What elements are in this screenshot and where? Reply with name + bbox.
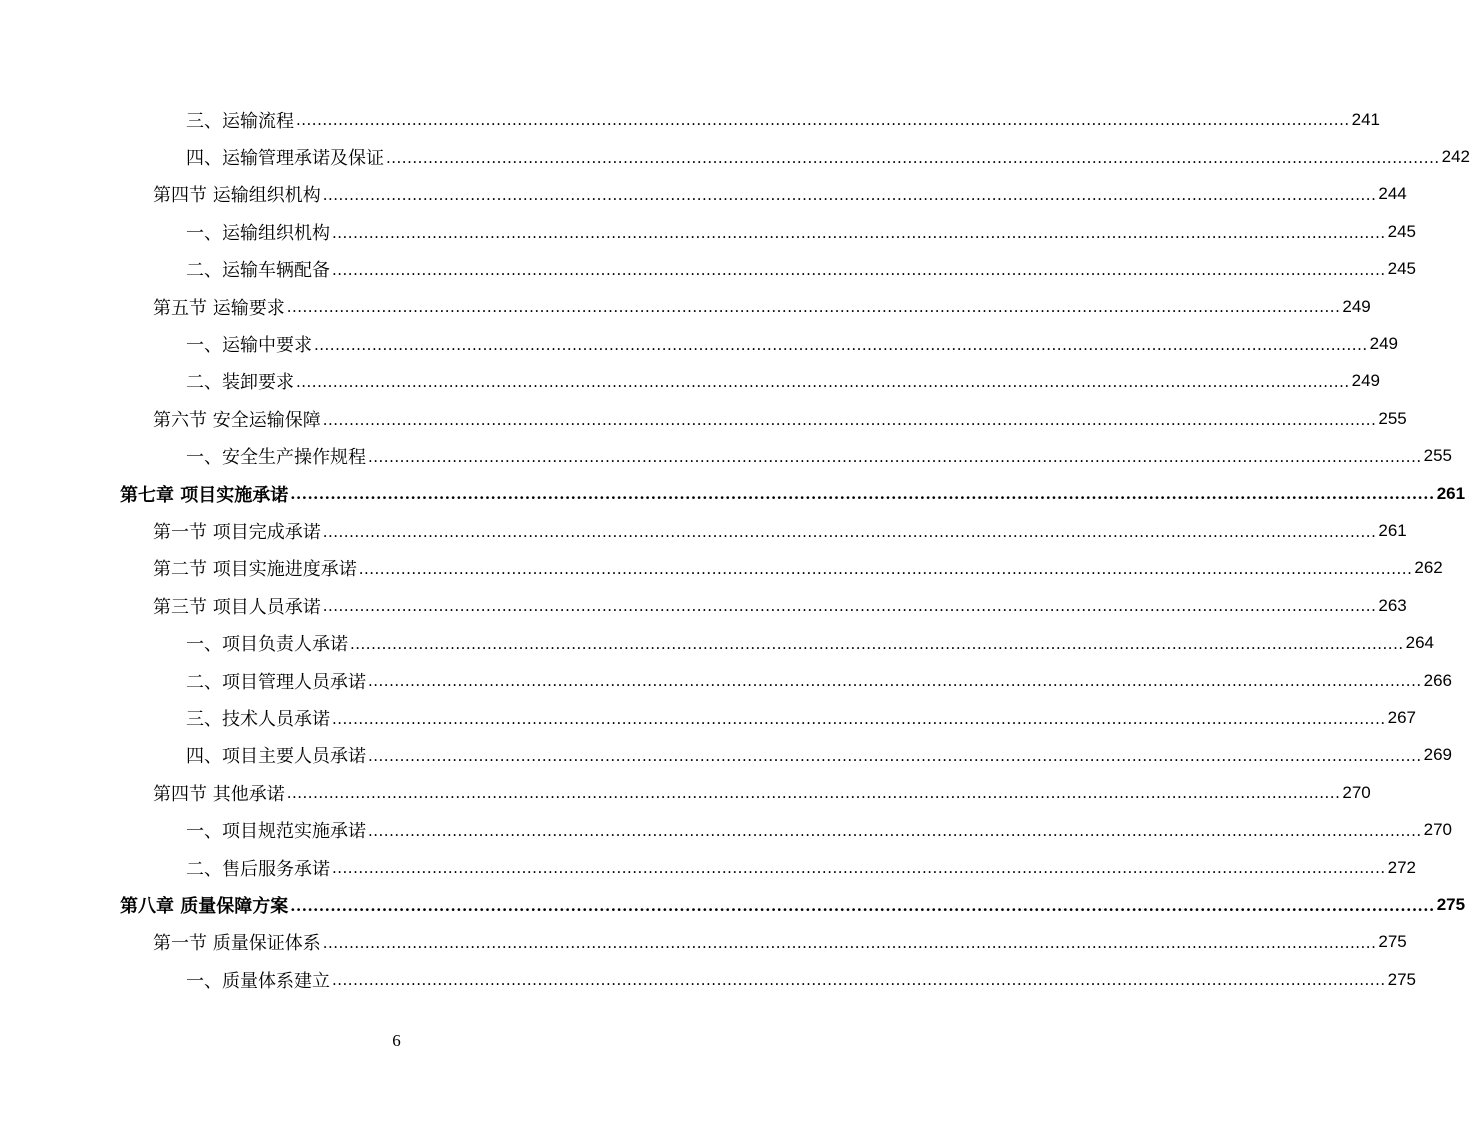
dot-leader: ........................................................................................................................................................................................................ <box>368 447 1422 466</box>
toc-entry-title: 一、运输中要求 <box>186 335 312 357</box>
toc-entry[interactable] <box>0 662 1452 699</box>
toc-entry[interactable] <box>0 961 1416 998</box>
toc-entry-title: 第六节 安全运输保障 <box>153 409 321 431</box>
toc-entry-page-number: 269 <box>1423 745 1452 765</box>
toc-entry-title: 第四节 运输组织机构 <box>153 185 321 207</box>
dot-leader: ........................................................................................................................................................................................................ <box>358 560 1413 579</box>
toc-entry-title: 第二节 项目实施进度承诺 <box>153 559 357 581</box>
toc-entry-title: 四、项目主要人员承诺 <box>186 746 366 768</box>
toc-entry-page-number: 267 <box>1387 707 1416 727</box>
dot-leader: ........................................................................................................................................................................................................ <box>368 672 1422 691</box>
dot-leader: ........................................................................................................................................................................................................ <box>386 148 1440 167</box>
toc-entry-title: 一、项目负责人承诺 <box>186 634 348 656</box>
toc-entry[interactable] <box>0 400 1407 437</box>
toc-entry[interactable] <box>0 213 1416 250</box>
toc-entry-page-number: 272 <box>1387 857 1416 877</box>
toc-entry-title: 四、运输管理承诺及保证 <box>186 148 384 170</box>
toc-entry-page-number: 255 <box>1423 446 1452 466</box>
toc-entry[interactable] <box>0 699 1416 736</box>
toc-entry-title: 第三节 项目人员承诺 <box>153 596 321 618</box>
dot-leader: ........................................................................................................................................................................................................ <box>322 933 1377 952</box>
toc-entry[interactable] <box>0 924 1407 961</box>
toc-entry[interactable] <box>0 811 1452 848</box>
dot-leader: ........................................................................................................................................................................................................ <box>290 896 1435 915</box>
toc-entry[interactable] <box>0 325 1398 362</box>
dot-leader: ........................................................................................................................................................................................................ <box>332 223 1386 242</box>
toc-entry[interactable] <box>0 849 1416 886</box>
dot-leader: ........................................................................................................................................................................................................ <box>286 298 1341 317</box>
toc-entry-page-number: 244 <box>1378 184 1407 204</box>
toc-entry-page-number: 255 <box>1378 408 1407 428</box>
dot-leader: ........................................................................................................................................................................................................ <box>296 111 1350 130</box>
toc-entry[interactable] <box>0 475 1466 512</box>
toc-entry-title: 第五节 运输要求 <box>153 297 285 319</box>
toc-entry-title: 一、安全生产操作规程 <box>186 447 366 469</box>
toc-entry-page-number: 261 <box>1378 520 1407 540</box>
toc-entry[interactable] <box>0 176 1407 213</box>
toc-entry-title: 第八章 质量保障方案 <box>120 895 289 917</box>
toc-entry-title: 二、运输车辆配备 <box>186 260 330 282</box>
toc-entry-title: 二、售后服务承诺 <box>186 858 330 880</box>
toc-entry-title: 一、项目规范实施承诺 <box>186 821 366 843</box>
dot-leader: ........................................................................................................................................................................................................ <box>314 335 1368 354</box>
dot-leader: ........................................................................................................................................................................................................ <box>322 597 1377 616</box>
toc-entry[interactable] <box>0 774 1371 811</box>
toc-entry-title: 一、质量体系建立 <box>186 970 330 992</box>
toc-entry[interactable] <box>0 288 1371 325</box>
toc-entry-title: 第七章 项目实施承诺 <box>120 484 289 506</box>
toc-entry[interactable] <box>0 550 1443 587</box>
toc-entry[interactable] <box>0 138 1470 175</box>
toc-entry-page-number: 266 <box>1423 670 1452 690</box>
toc-entry[interactable] <box>0 512 1407 549</box>
toc-entry-page-number: 275 <box>1436 894 1466 914</box>
toc-entry-page-number: 245 <box>1387 221 1416 241</box>
toc-entry-page-number: 262 <box>1414 558 1443 578</box>
toc-entry-page-number: 275 <box>1387 969 1416 989</box>
toc-entry[interactable] <box>0 438 1452 475</box>
dot-leader: ........................................................................................................................................................................................................ <box>368 747 1422 766</box>
dot-leader: ........................................................................................................................................................................................................ <box>332 859 1386 878</box>
toc-entry-title: 第一节 项目完成承诺 <box>153 521 321 543</box>
dot-leader: ........................................................................................................................................................................................................ <box>332 260 1386 279</box>
toc-entry[interactable] <box>0 251 1416 288</box>
toc-entry[interactable] <box>0 624 1434 661</box>
dot-leader: ........................................................................................................................................................................................................ <box>296 373 1350 392</box>
toc-entry-title: 一、运输组织机构 <box>186 222 330 244</box>
toc-entry[interactable] <box>0 587 1407 624</box>
dot-leader: ........................................................................................................................................................................................................ <box>332 709 1386 728</box>
toc-entry-title: 第四节 其他承诺 <box>153 783 285 805</box>
toc-entry[interactable] <box>0 363 1380 400</box>
toc-entry[interactable] <box>0 886 1466 923</box>
toc-entry-page-number: 245 <box>1387 259 1416 279</box>
toc-entry-title: 三、技术人员承诺 <box>186 708 330 730</box>
table-of-contents <box>0 101 1470 998</box>
dot-leader: ........................................................................................................................................................................................................ <box>368 821 1422 840</box>
toc-entry-title: 二、装卸要求 <box>186 372 294 394</box>
toc-entry-page-number: 242 <box>1441 147 1470 167</box>
dot-leader: ........................................................................................................................................................................................................ <box>290 485 1435 504</box>
toc-entry-title: 二、项目管理人员承诺 <box>186 671 366 693</box>
dot-leader: ........................................................................................................................................................................................................ <box>350 634 1404 653</box>
toc-entry-page-number: 264 <box>1405 633 1434 653</box>
dot-leader: ........................................................................................................................................................................................................ <box>322 410 1377 429</box>
toc-entry-page-number: 241 <box>1351 109 1380 129</box>
page-number: 6 <box>392 1031 401 1050</box>
toc-entry-title: 三、运输流程 <box>186 110 294 132</box>
toc-entry-page-number: 249 <box>1369 334 1398 354</box>
toc-entry-page-number: 263 <box>1378 595 1407 615</box>
toc-entry-page-number: 270 <box>1342 782 1371 802</box>
toc-entry-page-number: 249 <box>1351 371 1380 391</box>
toc-entry-page-number: 270 <box>1423 820 1452 840</box>
dot-leader: ........................................................................................................................................................................................................ <box>322 522 1377 541</box>
dot-leader: ........................................................................................................................................................................................................ <box>286 784 1341 803</box>
toc-entry[interactable] <box>0 737 1452 774</box>
toc-entry-page-number: 275 <box>1378 932 1407 952</box>
toc-entry[interactable] <box>0 101 1380 138</box>
toc-entry-page-number: 249 <box>1342 296 1371 316</box>
toc-entry-page-number: 261 <box>1436 483 1466 503</box>
dot-leader: ........................................................................................................................................................................................................ <box>332 971 1386 990</box>
toc-entry-title: 第一节 质量保证体系 <box>153 933 321 955</box>
dot-leader: ........................................................................................................................................................................................................ <box>322 186 1377 205</box>
